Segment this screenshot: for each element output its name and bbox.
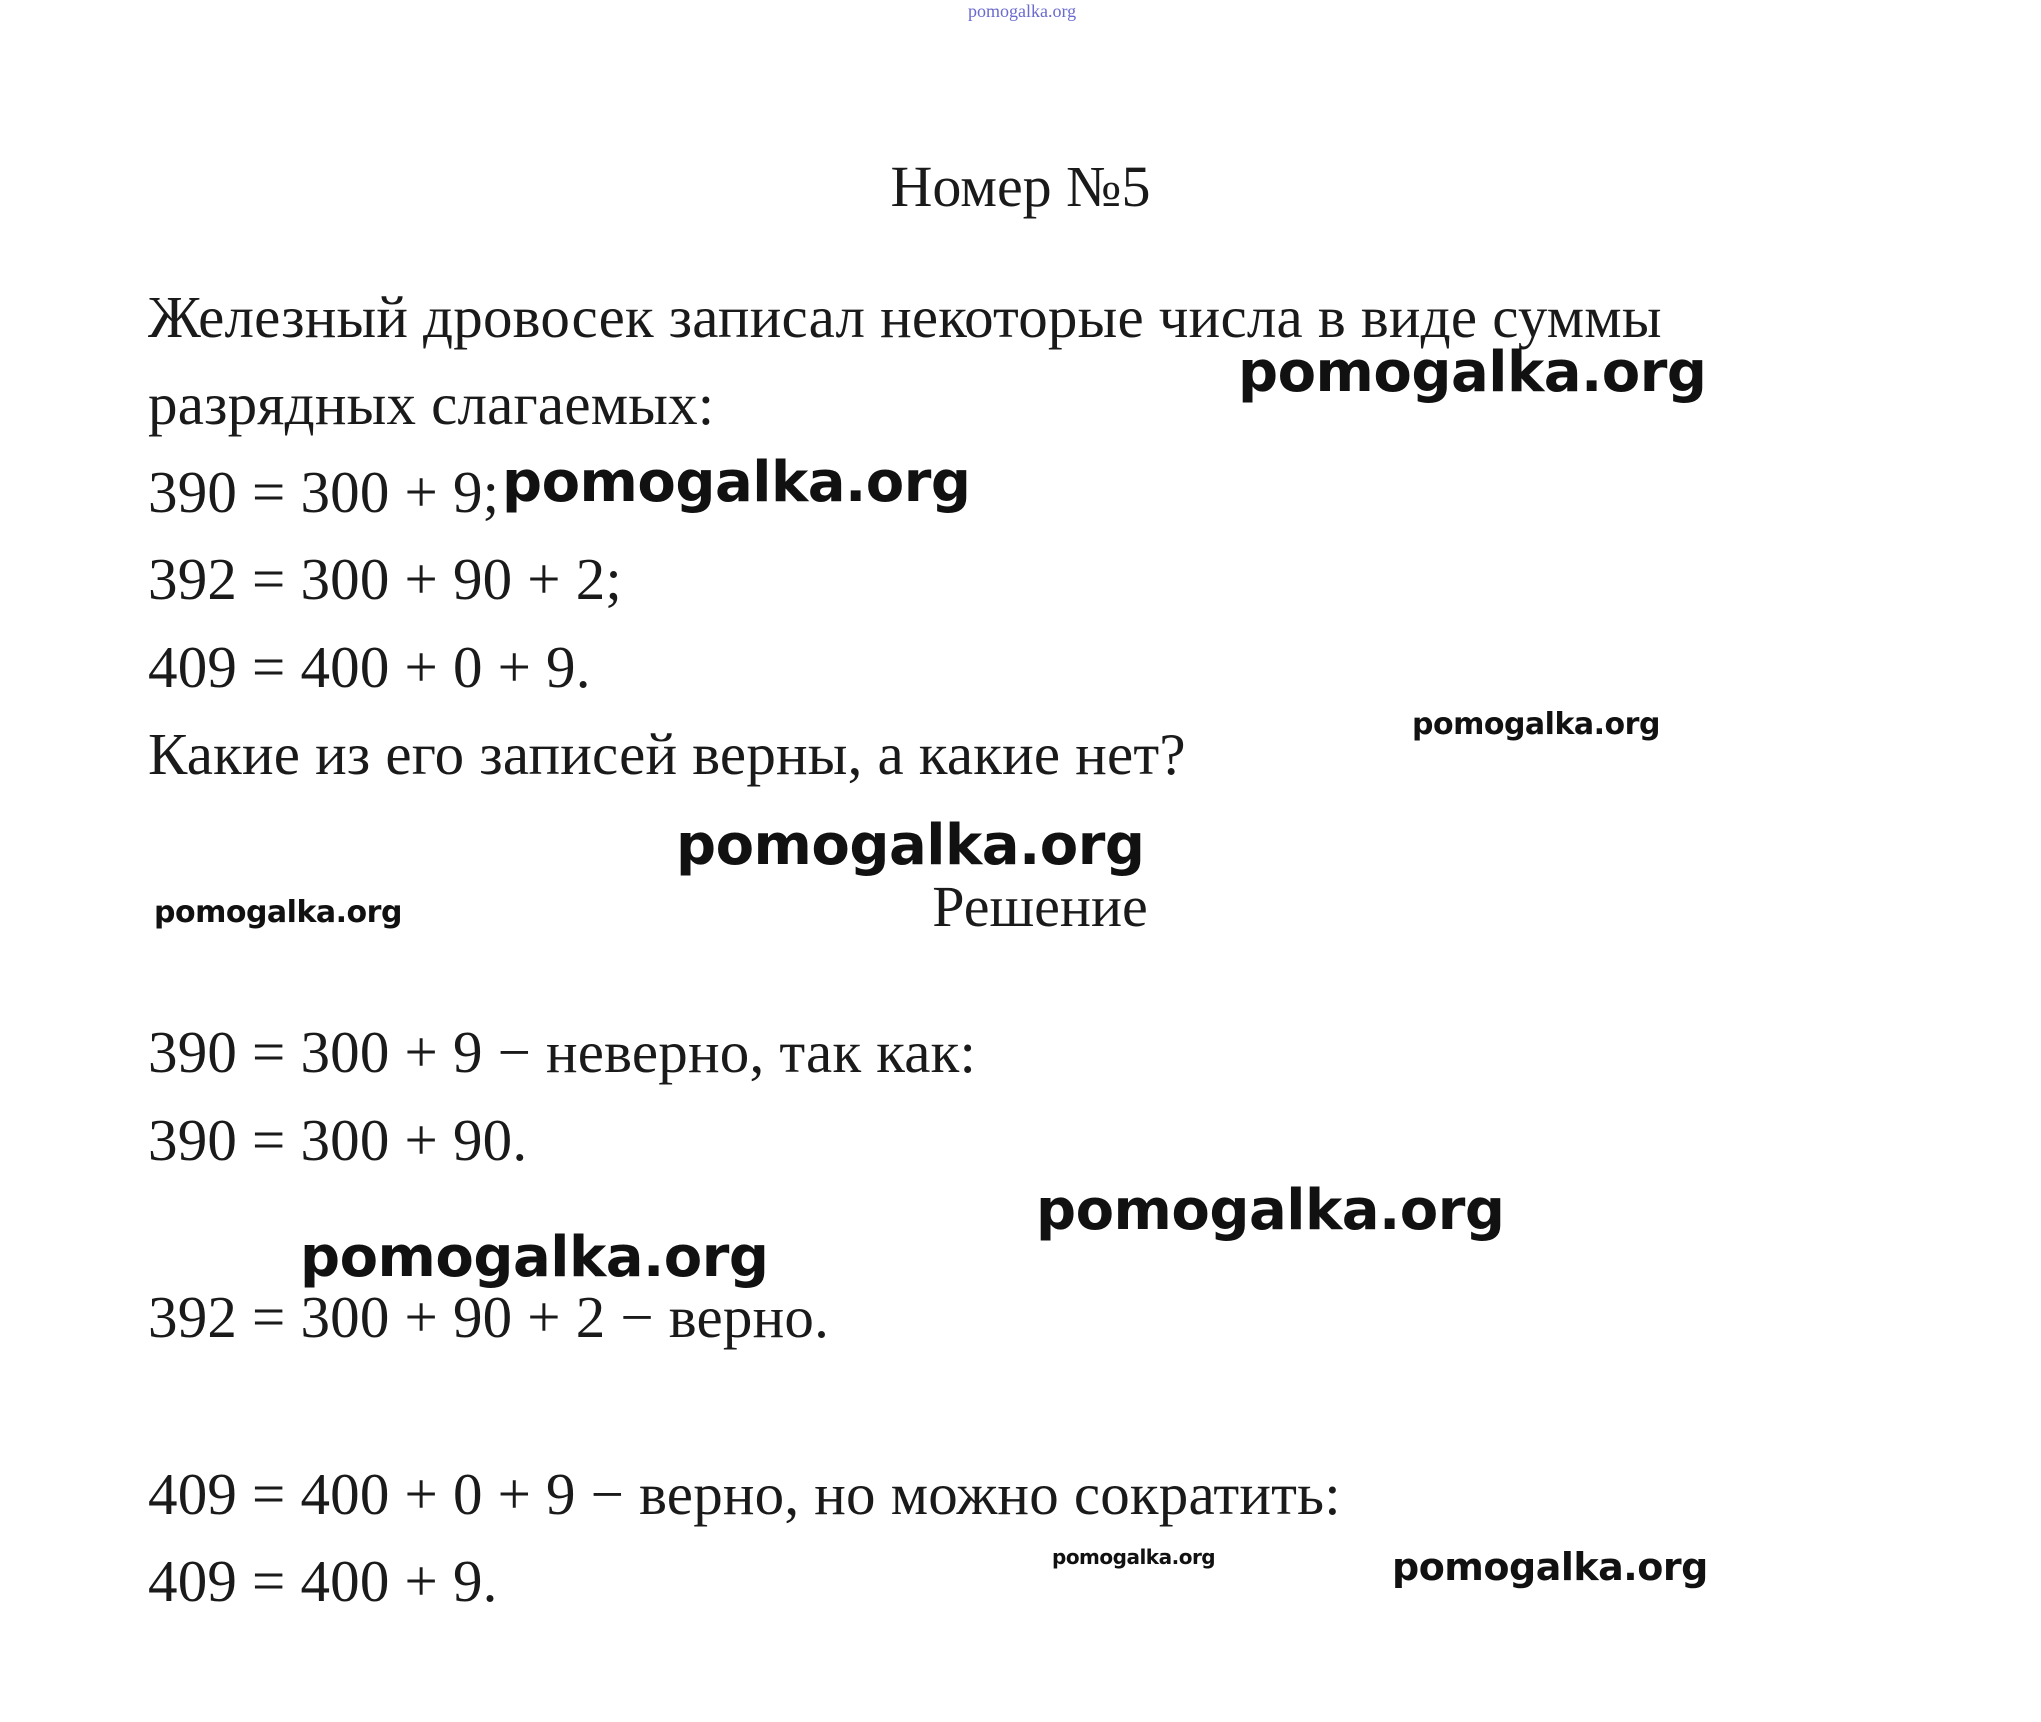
watermark: pomogalka.org bbox=[1238, 340, 1707, 405]
page-title: Номер №5 bbox=[890, 154, 1151, 219]
solution-line-2: 390 = 300 + 90. bbox=[148, 1107, 528, 1173]
solution-title: Решение bbox=[932, 874, 1148, 939]
problem-line-1: Железный дровосек записал некоторые числа в виде суммы bbox=[148, 284, 1662, 350]
problem-equation-1: 390 = 300 + 9; bbox=[148, 459, 500, 525]
watermark: pomogalka.org bbox=[154, 895, 402, 930]
watermark: pomogalka.org bbox=[1392, 1545, 1708, 1589]
watermark: pomogalka.org bbox=[1052, 1545, 1216, 1569]
solution-line-3: 392 = 300 + 90 + 2 − верно. bbox=[148, 1284, 830, 1350]
watermark: pomogalka.org bbox=[300, 1225, 769, 1290]
header-watermark: pomogalka.org bbox=[968, 1, 1077, 21]
watermark: pomogalka.org bbox=[1036, 1178, 1505, 1243]
watermark: pomogalka.org bbox=[1412, 707, 1660, 742]
solution-line-4: 409 = 400 + 0 + 9 − верно, но можно сократить: bbox=[148, 1461, 1341, 1527]
watermark: pomogalka.org bbox=[676, 813, 1145, 878]
solution-line-5: 409 = 400 + 9. bbox=[148, 1548, 498, 1614]
problem-line-2: разрядных слагаемых: bbox=[148, 371, 715, 437]
solution-line-1: 390 = 300 + 9 − неверно, так как: bbox=[148, 1019, 977, 1085]
problem-equation-3: 409 = 400 + 0 + 9. bbox=[148, 634, 591, 700]
problem-equation-2: 392 = 300 + 90 + 2; bbox=[148, 546, 623, 612]
problem-question: Какие из его записей верны, а какие нет? bbox=[148, 721, 1186, 787]
watermark: pomogalka.org bbox=[502, 450, 971, 515]
